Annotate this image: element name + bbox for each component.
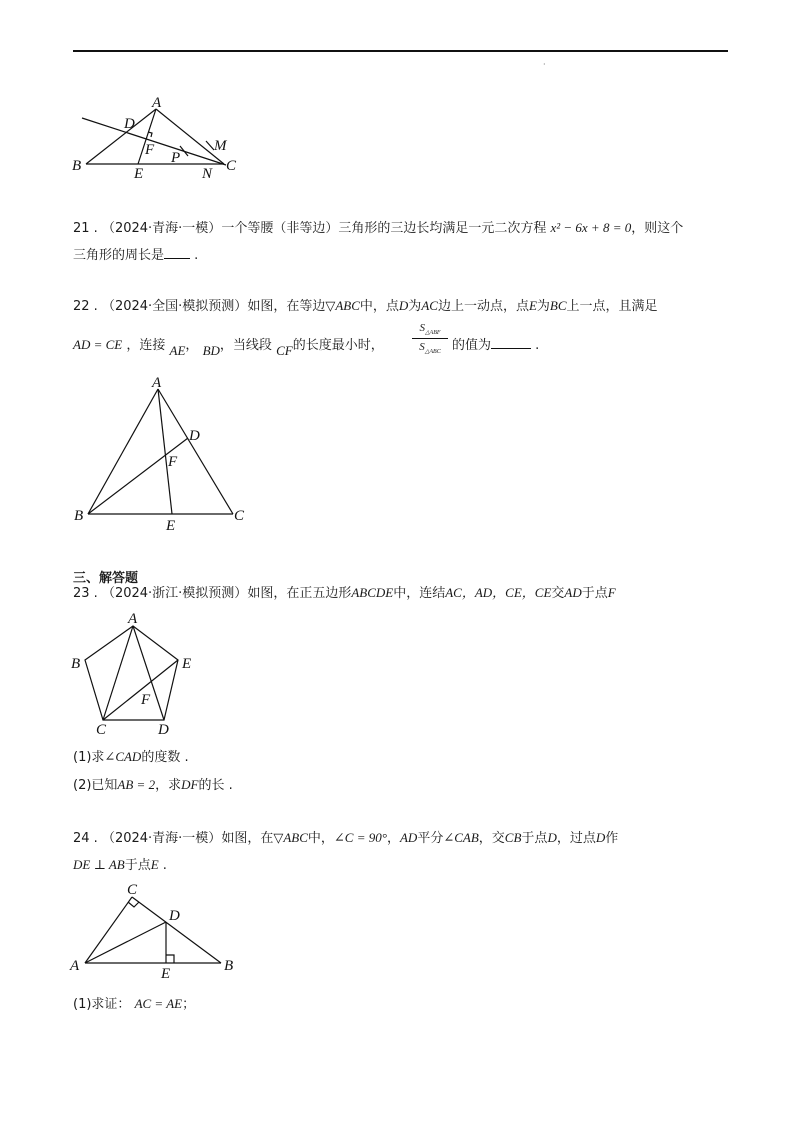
area-ratio-fraction: $S_{\triangle ABF}$ $S_{\triangle ABC}$ <box>412 322 448 355</box>
q22-line2: AD = CE ，连接 AE， BD，当线段 CF的长度最小时， <box>73 337 384 358</box>
q23-part1: (1)求∠CAD的度数 . <box>73 749 189 765</box>
label-b: B <box>224 958 234 974</box>
label-d: D <box>189 428 200 444</box>
label-e: E <box>182 656 192 672</box>
label-a: A <box>152 95 162 111</box>
label-f: F <box>141 692 151 708</box>
diagonal-ce <box>103 660 178 720</box>
right-angle-e <box>166 955 174 963</box>
edge-ac <box>156 109 224 164</box>
figure-23 <box>68 608 208 738</box>
label-c: C <box>127 882 138 898</box>
segment-bd <box>88 438 188 514</box>
figure-22 <box>68 372 258 532</box>
label-f: F <box>145 142 155 158</box>
q22-line2-tail: 的值为 . <box>452 338 540 353</box>
segment-ad <box>85 922 166 963</box>
edge-ab <box>88 389 158 514</box>
label-b: B <box>72 158 82 174</box>
figure-24 <box>68 880 248 980</box>
q23-part2: (2)已知AB = 2，求DF的长 . <box>73 777 233 793</box>
label-a: A <box>152 375 162 391</box>
label-b: B <box>71 656 81 672</box>
edge-ac <box>85 897 132 963</box>
label-c: C <box>234 508 245 524</box>
q24-line2: DE ⊥ AB于点E . <box>73 857 167 873</box>
label-n: N <box>202 166 213 182</box>
label-d: D <box>124 116 135 132</box>
diagonal-ac <box>103 626 133 720</box>
label-c: C <box>226 158 237 174</box>
q21-line2: 三角形的周长是 . <box>73 248 199 263</box>
q24-part1: (1)求证： AC = AE； <box>73 996 196 1012</box>
label-e: E <box>166 518 176 532</box>
figure-top <box>68 92 248 182</box>
label-e: E <box>161 966 171 980</box>
section-title: 三、解答题 <box>73 571 139 586</box>
q22-line1: 22 . （2024·全国·模拟预测）如图，在等边▽ABC中，点D为AC边上一动点，点E为BC上一点，且满足 <box>73 298 658 314</box>
label-e: E <box>134 166 144 182</box>
q23-line1: 23 . （2024·浙江·模拟预测）如图，在正五边形ABCDE中，连结AC，AD，CE，CE交AD于点F <box>73 585 616 601</box>
right-angle-mark <box>148 132 152 137</box>
pentagon <box>85 626 178 720</box>
label-b: B <box>74 508 84 524</box>
label-p: P <box>171 150 181 166</box>
q21-line1: 21 . （2024·青海·一模）一个等腰（非等边）三角形的三边长均满足一元二次方程 x² − 6x + 8 = 0，则这个 <box>73 220 684 236</box>
label-m: M <box>214 138 227 154</box>
right-angle-c <box>128 902 139 907</box>
q24-line1: 24 . （2024·青海·一模）如图，在▽ABC中，∠C = 90°，AD平分∠CAB，交CB于点D，过点D作 <box>73 830 619 846</box>
label-a: A <box>70 958 80 974</box>
header-dot: · <box>543 60 546 69</box>
header-rule <box>73 50 728 52</box>
answer-blank[interactable] <box>164 246 190 259</box>
label-c: C <box>96 722 107 738</box>
label-d: D <box>169 908 180 924</box>
q21-equation: x² − 6x + 8 = 0 <box>550 220 632 235</box>
tick-mark-2 <box>206 141 214 150</box>
answer-blank-22[interactable] <box>491 336 531 349</box>
label-a: A <box>128 611 138 627</box>
label-f: F <box>168 454 178 470</box>
edge-cb <box>132 897 221 963</box>
label-d: D <box>158 722 169 738</box>
